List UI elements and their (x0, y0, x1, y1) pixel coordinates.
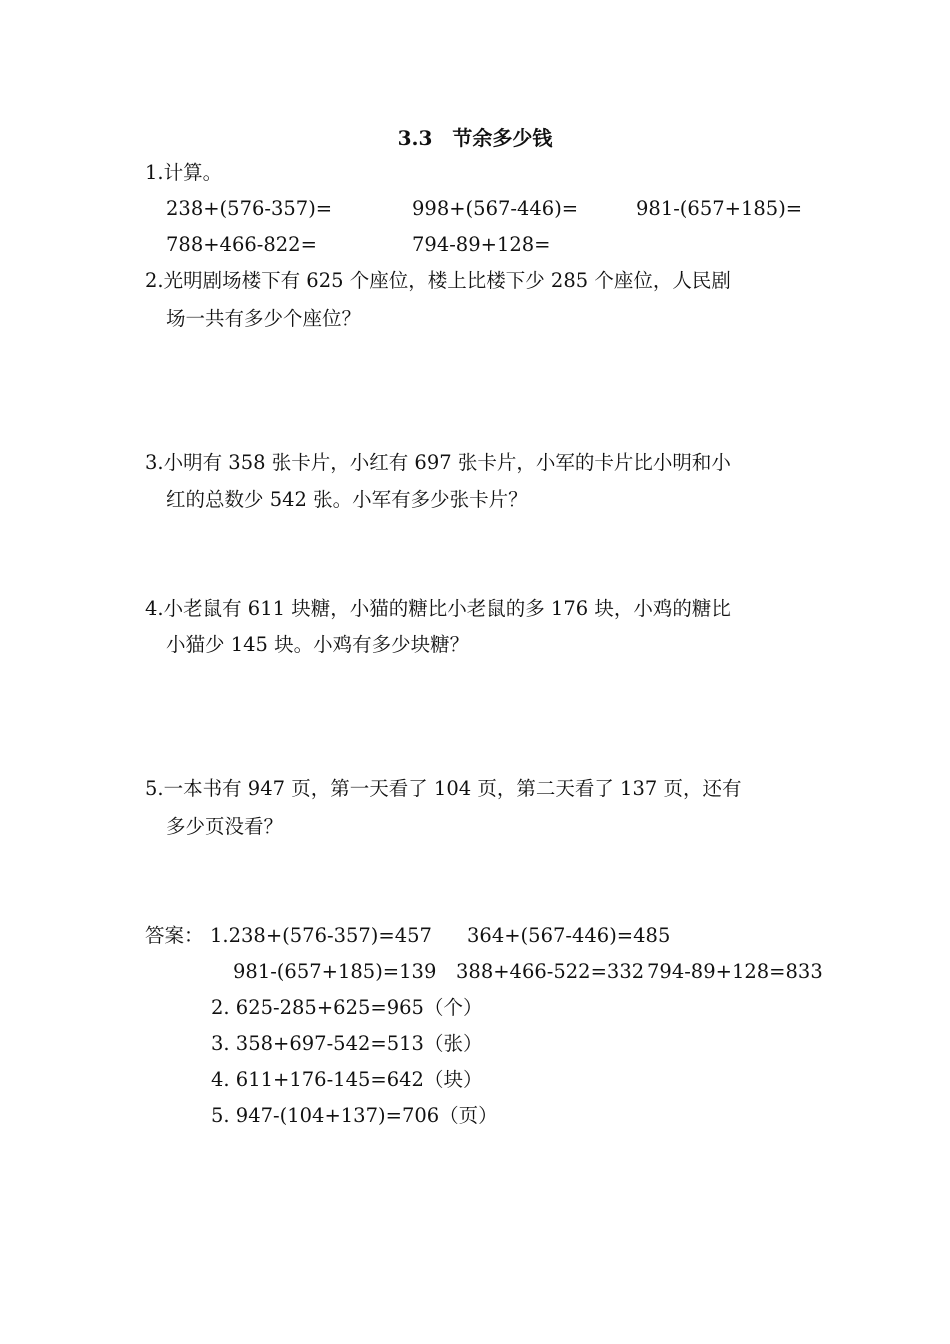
answer-1-expr-3: 981-(657+185)=139 (233, 960, 437, 983)
q4-line-1: 4.小老鼠有 611 块糖，小猫的糖比小老鼠的多 176 块，小鸡的糖比 (145, 597, 731, 620)
q5-line-1: 5.一本书有 947 页，第一天看了 104 页，第二天看了 137 页，还有 (145, 777, 742, 800)
answer-4: 4. 611+176-145=642（块） (211, 1068, 483, 1091)
answer-1-expr-2: 364+(567-446)=485 (467, 924, 671, 947)
q5-line-2: 多少页没看？ (166, 815, 284, 838)
answer-1-expr-5: 794-89+128=833 (647, 960, 823, 983)
q1-expr-1: 238+(576-357)= (166, 197, 333, 220)
answers-label: 答案： (145, 924, 204, 947)
q3-line-2: 红的总数少 542 张。小军有多少张卡片？ (166, 488, 528, 511)
q1-expr-4: 788+466-822= (166, 233, 317, 256)
q1-expr-3: 981-(657+185)= (636, 197, 803, 220)
q4-line-2: 小猫少 145 块。小鸡有多少块糖？ (166, 633, 470, 656)
q1-label: 1.计算。 (145, 161, 223, 184)
answer-5: 5. 947-(104+137)=706（页） (211, 1104, 498, 1127)
answer-1-expr-1: 1.238+(576-357)=457 (210, 924, 432, 947)
q1-expr-5: 794-89+128= (412, 233, 551, 256)
q1-expr-2: 998+(567-446)= (412, 197, 579, 220)
q2-line-1: 2.光明剧场楼下有 625 个座位，楼上比楼下少 285 个座位，人民剧 (145, 269, 731, 292)
answer-2: 2. 625-285+625=965（个） (211, 996, 483, 1019)
page-title: 3.3 节余多少钱 (397, 126, 553, 150)
answer-3: 3. 358+697-542=513（张） (211, 1032, 483, 1055)
q3-line-1: 3.小明有 358 张卡片，小红有 697 张卡片，小军的卡片比小明和小 (145, 451, 731, 474)
answer-1-expr-4: 388+466-522=332 (456, 960, 645, 983)
q2-line-2: 场一共有多少个座位？ (166, 307, 362, 330)
